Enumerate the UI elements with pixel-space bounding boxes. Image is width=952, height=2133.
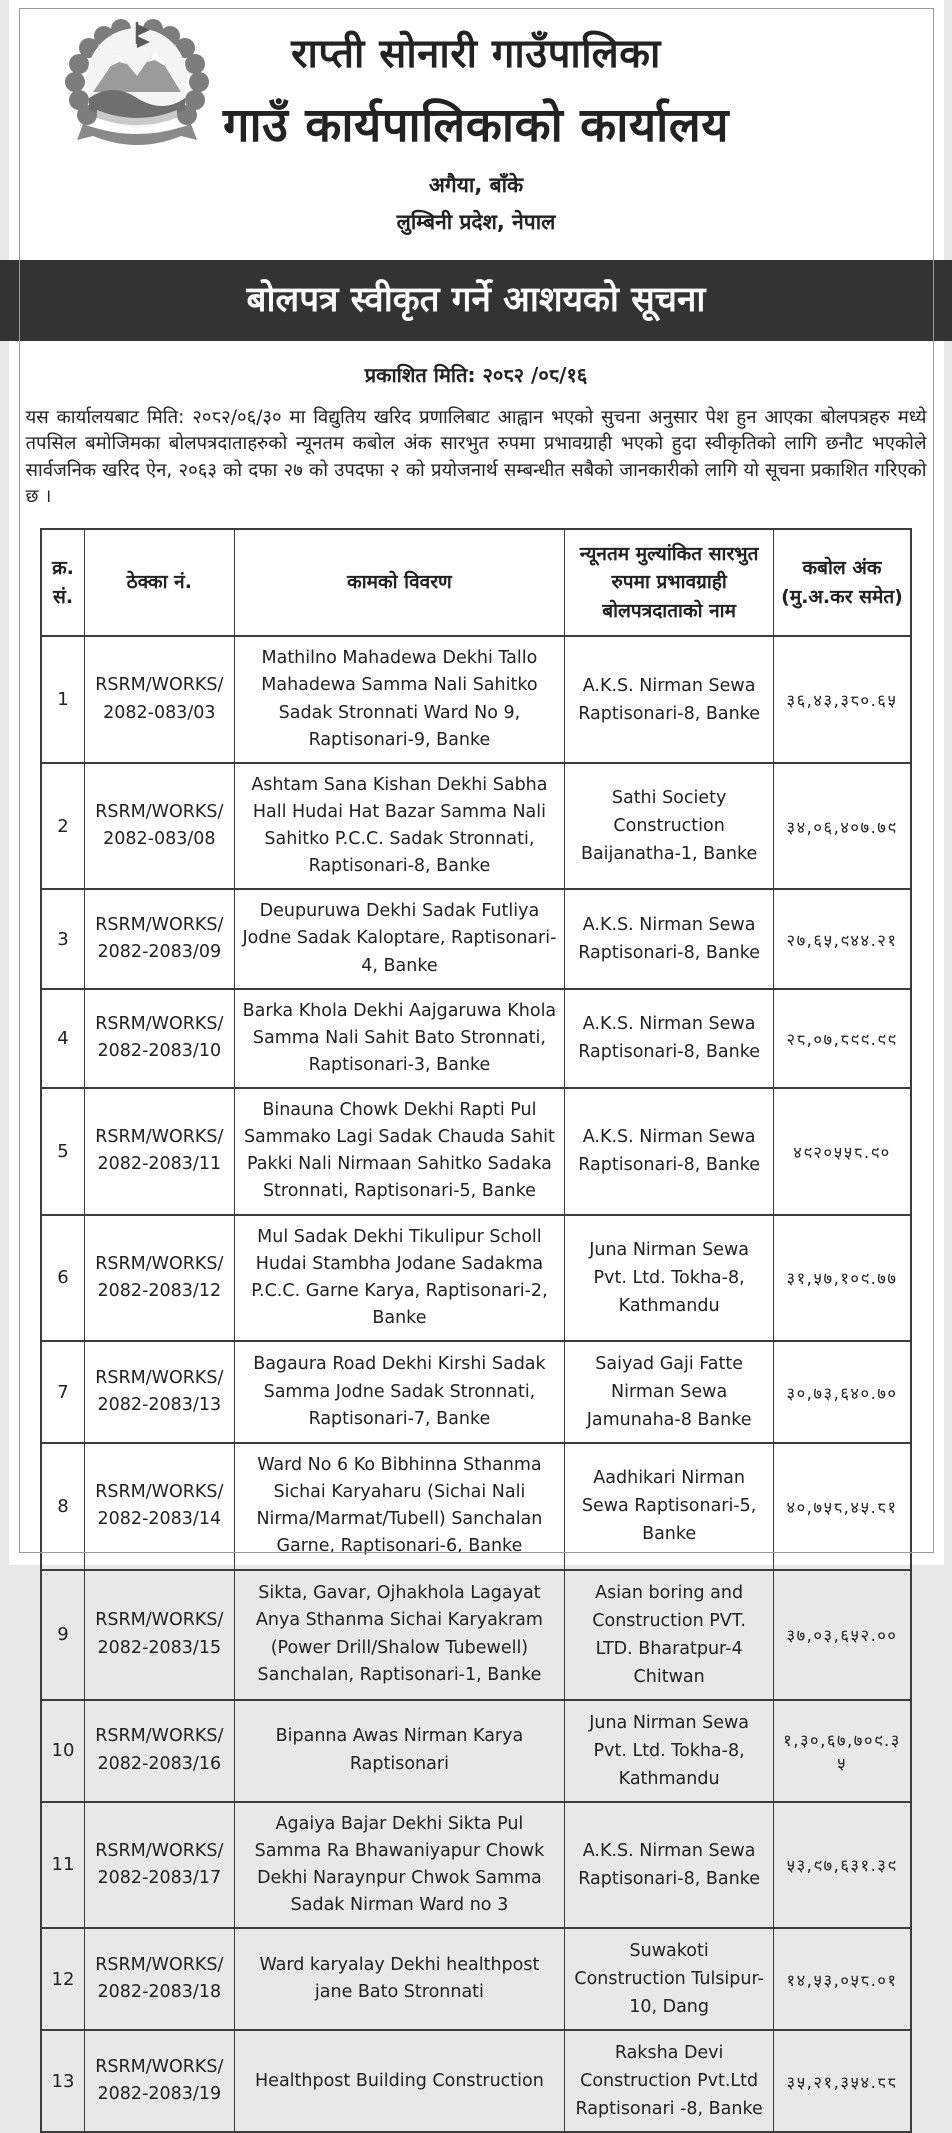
quoted-amount-cell: १,३०,६७,७०९.३५ — [774, 1700, 911, 1802]
bidder-name-cell: Suwakoti Construction Tulsipur-10, Dang — [565, 1928, 774, 2030]
contract-number-cell: RSRM/WORKS/ 2082-2083/17 — [85, 1802, 235, 1929]
serial-number-cell: 3 — [41, 889, 85, 988]
bidder-name-cell: Raksha Devi Construction Pvt.Ltd Raptisonari -8, Banke — [565, 2030, 774, 2132]
quoted-amount-cell: ३७,०३,६५२.०० — [774, 1570, 911, 1700]
quoted-amount-cell: ३०,७३,६४०.७० — [774, 1341, 911, 1443]
serial-number-cell: 8 — [41, 1443, 85, 1570]
bidder-name-cell: Sathi Society Construction Baijanatha-1, Banke — [565, 763, 774, 890]
header-bidder-name: न्यूनतम मुल्यांकित सारभुत रुपमा प्रभावग्राही बोलपत्रदाताको नाम — [565, 529, 774, 637]
contract-number-cell: RSRM/WORKS/ 2082-2083/16 — [85, 1700, 235, 1802]
bidder-name-cell: Juna Nirman Sewa Pvt. Ltd. Tokha-8, Kathmandu — [565, 1700, 774, 1802]
bidder-name-cell: A.K.S. Nirman Sewa Raptisonari-8, Banke — [565, 889, 774, 988]
table-row — [41, 1700, 911, 1802]
bidder-name-cell: Juna Nirman Sewa Pvt. Ltd. Tokha-8, Kathmandu — [565, 1215, 774, 1342]
bidder-name-cell: A.K.S. Nirman Sewa Raptisonari-8, Banke — [565, 1802, 774, 1929]
serial-number-cell: 5 — [41, 1088, 85, 1215]
contract-number-cell: RSRM/WORKS/ 2082-083/03 — [85, 636, 235, 763]
municipality-name: राप्ती सोनारी गाउँपालिका — [291, 31, 661, 77]
work-description-cell: Bipanna Awas Nirman Karya Raptisonari — [234, 1700, 565, 1802]
serial-number-cell: 6 — [41, 1215, 85, 1342]
bidder-name-cell: A.K.S. Nirman Sewa Raptisonari-8, Banke — [565, 636, 774, 763]
contract-number-cell: RSRM/WORKS/ 2082-2083/19 — [85, 2030, 235, 2132]
quoted-amount-cell: ३६,४३,३८०.६५ — [774, 636, 911, 763]
work-description-cell: Mul Sadak Dekhi Tikulipur Scholl Hudai Stambha Jodane Sadakma P.C.C. Garne Karya, Raptisonari-2, Banke — [234, 1215, 565, 1342]
bidder-name-cell: Aadhikari Nirman Sewa Raptisonari-5, Banke — [565, 1443, 774, 1570]
table-row — [41, 1802, 911, 1929]
contract-number-cell: RSRM/WORKS/ 2082-083/08 — [85, 763, 235, 890]
work-description-cell: Sikta, Gavar, Ojhakhola Lagayat Anya Sthanma Sichai Karyakram (Power Drill/Shalow Tubewell) Sanchalan, Raptisonari-1, Banke — [234, 1570, 565, 1700]
work-description-cell: Ward karyalay Dekhi healthpost jane Bato Stronnati — [234, 1928, 565, 2030]
bidder-name-cell: Asian boring and Construction PVT. LTD. Bharatpur-4 Chitwan — [565, 1570, 774, 1700]
address-line: अगैया, बाँके — [428, 173, 524, 197]
table-row — [41, 1570, 911, 1700]
table-row — [41, 1928, 911, 2030]
bidder-name-cell: A.K.S. Nirman Sewa Raptisonari-8, Banke — [565, 989, 774, 1088]
quoted-amount-cell: ४०,७५८,४५.८१ — [774, 1443, 911, 1570]
quoted-amount-cell: ३५,२१,३५४.८८ — [774, 2030, 911, 2132]
quoted-amount-cell: ५३,९७,६३१.३९ — [774, 1802, 911, 1929]
serial-number-cell: 13 — [41, 2030, 85, 2132]
notice-document-page — [9, 0, 944, 2120]
work-description-cell: Mathilno Mahadewa Dekhi Tallo Mahadewa Samma Nali Sahitko Sadak Stronnati Ward No 9, Raptisonari-9, Banke — [234, 636, 565, 763]
serial-number-cell: 1 — [41, 636, 85, 763]
contract-number-cell: RSRM/WORKS/ 2082-2083/15 — [85, 1570, 235, 1700]
serial-number-cell: 2 — [41, 763, 85, 890]
header-contract-number: ठेक्का नं. — [85, 529, 235, 637]
table-row — [41, 2030, 911, 2132]
notice-title: बोलपत्र स्वीकृत गर्ने आशयको सूचना — [246, 280, 706, 320]
work-description-cell: Agaiya Bajar Dekhi Sikta Pul Samma Ra Bhawaniyapur Chowk Dekhi Naraynpur Chwok Samma Sadak Nirman Ward no 3 — [234, 1802, 565, 1929]
contract-number-cell: RSRM/WORKS/ 2082-2083/09 — [85, 889, 235, 988]
work-description-cell: Ward No 6 Ko Bibhinna Sthanma Sichai Karyaharu (Sichai Nali Nirma/Marmat/Tubell) Sanchalan Garne, Raptisonari-6, Banke — [234, 1443, 565, 1570]
province-line: लुम्बिनी प्रदेश, नेपाल — [396, 210, 556, 234]
bidder-name-cell: A.K.S. Nirman Sewa Raptisonari-8, Banke — [565, 1088, 774, 1215]
serial-number-cell: 11 — [41, 1802, 85, 1929]
contract-number-cell: RSRM/WORKS/ 2082-2083/10 — [85, 989, 235, 1088]
work-description-cell: Bagaura Road Dekhi Kirshi Sadak Samma Jodne Sadak Stronnati, Raptisonari-7, Banke — [234, 1341, 565, 1443]
serial-number-cell: 9 — [41, 1570, 85, 1700]
serial-number-cell: 7 — [41, 1341, 85, 1443]
page-frame-border — [19, 8, 934, 1553]
work-description-cell: Deupuruwa Dekhi Sadak Futliya Jodne Sadak Kaloptare, Raptisonari-4, Banke — [234, 889, 565, 988]
quoted-amount-cell: १४,५३,०५८.०१ — [774, 1928, 911, 2030]
header-work-description: कामको विवरण — [234, 529, 565, 637]
contract-number-cell: RSRM/WORKS/ 2082-2083/12 — [85, 1215, 235, 1342]
work-description-cell: Binauna Chowk Dekhi Rapti Pul Sammako Lagi Sadak Chauda Sahit Pakki Nali Nirmaan Sahitko Sadaka Stronnati, Raptisonari-5, Banke — [234, 1088, 565, 1215]
quoted-amount-cell: ४९२०५५८.९० — [774, 1088, 911, 1215]
quoted-amount-cell: ३४,०६,४०७.७९ — [774, 763, 911, 890]
letterhead — [9, 0, 944, 236]
work-description-cell: Ashtam Sana Kishan Dekhi Sabha Hall Hudai Hat Bazar Samma Nali Sahitko P.C.C. Sadak Stronnati, Raptisonari-8, Banke — [234, 763, 565, 890]
contract-number-cell: RSRM/WORKS/ 2082-2083/14 — [85, 1443, 235, 1570]
published-date: प्रकाशित मिति: २०८२ /०८/१६ — [364, 363, 588, 387]
header-serial-number: क्र. सं. — [41, 529, 85, 637]
work-description-cell: Barka Khola Dekhi Aajgaruwa Khola Samma Nali Sahit Bato Stronnati, Raptisonari-3, Banke — [234, 989, 565, 1088]
serial-number-cell: 4 — [41, 989, 85, 1088]
office-name: गाउँ कार्यपालिकाको कार्यालय — [223, 98, 729, 153]
contract-number-cell: RSRM/WORKS/ 2082-2083/18 — [85, 1928, 235, 2030]
notice-paragraph: यस कार्यालयबाट मिति: २०८२/०६/३० मा विद्युतिय खरिद प्रणालिबाट आह्वान भएको सुचना अनुसार पेश हुन आएका बोलपत्रहरु मध्ये तपसिल बमोजिमका बोलपत्रदाताहरुको न्यूनतम कबोल अंक सारभुत रुपमा प्रभावग्राही भएको हुदा स्वीकृतिको लागि छनौट भएकोले सार्वजनिक खरिद ऐन, २०६३ को दफा २७ को उपदफा २ को प्रयोजनार्थ सम्बन्धीत सबैको जानकारीको लागि यो सूचना प्रकाशित गरिएको छ । — [25, 407, 927, 508]
bidder-name-cell: Saiyad Gaji Fatte Nirman Sewa Jamunaha-8 Banke — [565, 1341, 774, 1443]
quoted-amount-cell: २७,६५,९४४.२१ — [774, 889, 911, 988]
contract-number-cell: RSRM/WORKS/ 2082-2083/13 — [85, 1341, 235, 1443]
serial-number-cell: 12 — [41, 1928, 85, 2030]
quoted-amount-cell: ३१,५७,१०९.७७ — [774, 1215, 911, 1342]
nepal-emblem-logo — [53, 14, 221, 156]
quoted-amount-cell: २८,०७,८९९.९९ — [774, 989, 911, 1088]
contract-number-cell: RSRM/WORKS/ 2082-2083/11 — [85, 1088, 235, 1215]
work-description-cell: Healthpost Building Construction — [234, 2030, 565, 2132]
header-quoted-amount: कबोल अंक (मु.अ.कर समेत) — [774, 529, 911, 637]
serial-number-cell: 10 — [41, 1700, 85, 1802]
